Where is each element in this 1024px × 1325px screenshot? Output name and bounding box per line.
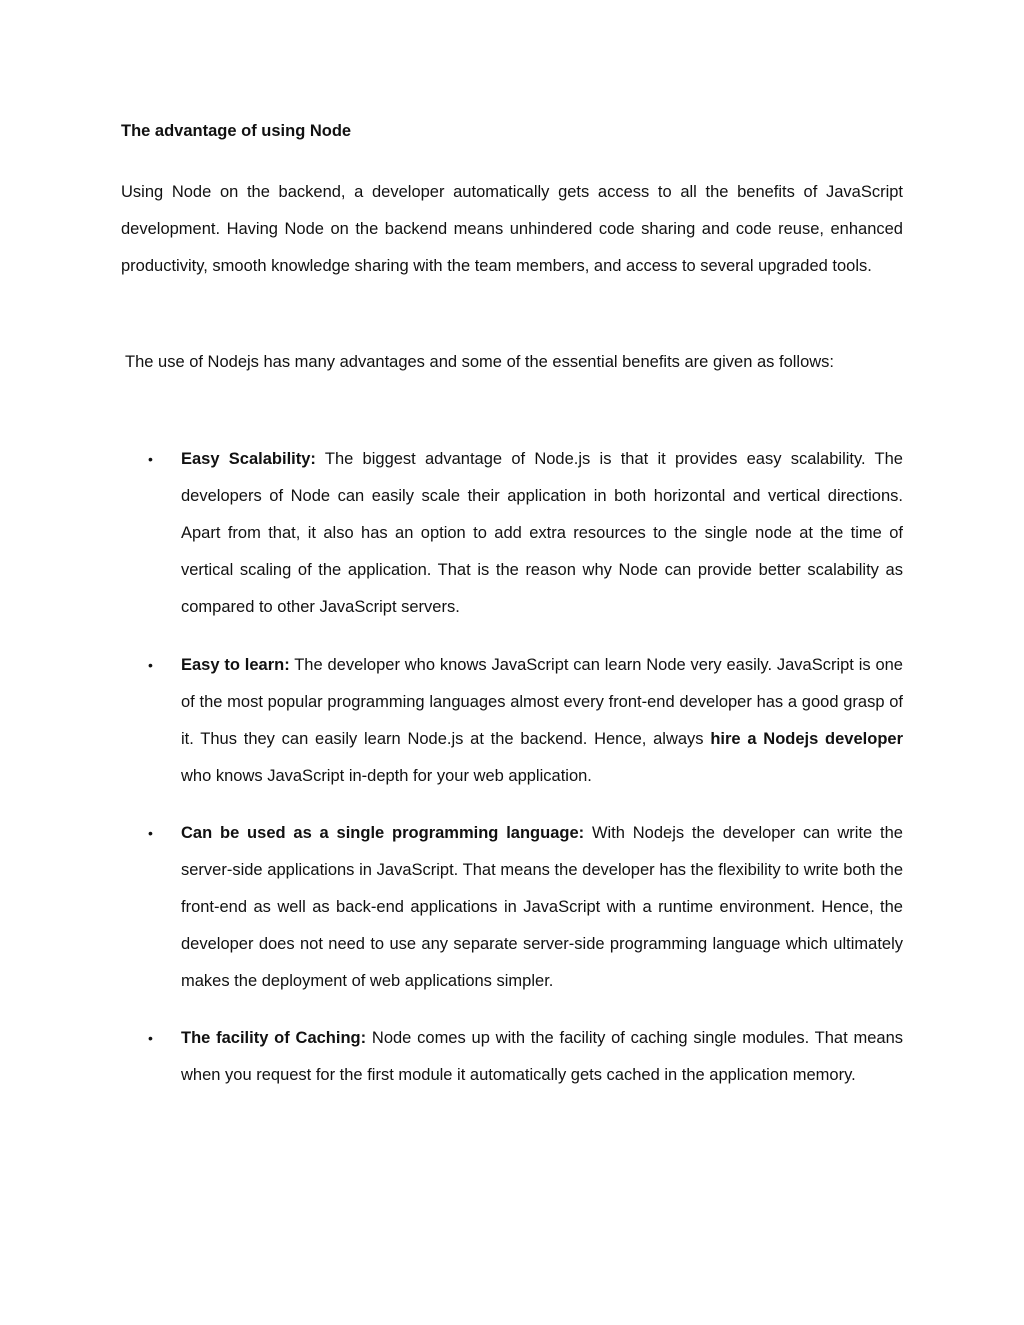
list-item-title: The facility of Caching: [181, 1029, 367, 1047]
list-item-text: Node comes up with the facility of caching single modules. That means when you request for the first module it automatically gets cached in the application memory. [181, 1029, 903, 1084]
benefits-intro-paragraph: The use of Nodejs has many advantages and some of the essential benefits are given as follows: [125, 353, 835, 371]
bullet-icon: • [148, 451, 153, 467]
section-heading: The advantage of using Node [121, 122, 352, 140]
list-item-text: The developer who knows JavaScript can learn Node very easily. JavaScript is one of the most popular programming languages almost every front-end developer has a good grasp of it. Thus they can easily learn Node.js at the backend. Hence, always [181, 656, 903, 748]
list-item-single-language [121, 815, 903, 1000]
list-item-text: With Nodejs the developer can write the server-side applications in JavaScript. That means the developer has the flexibility to write both the front-end as well as back-end applications in JavaScript with a runtime environment. Hence, the developer does not need to use any separate server-side programming language which ultimately makes the deployment of web applications simpler. [181, 824, 903, 990]
list-item-easy-scalability [121, 441, 903, 626]
list-item-title: Can be used as a single programming language: [181, 824, 585, 842]
bullet-icon: • [148, 1030, 153, 1046]
list-item-text: The biggest advantage of Node.js is that it provides easy scalability. The developers of Node can easily scale their application in both horizontal and vertical directions. Apart from that, it also has an option to add extra resources to the single node at the time of vertical scaling of the application. That is the reason why Node can provide better scalability as compared to other JavaScript servers. [181, 450, 903, 616]
list-item-caching [121, 1020, 903, 1094]
list-item-easy-to-learn [121, 647, 903, 795]
list-item-text-end: who knows JavaScript in-depth for your web application. [181, 767, 592, 785]
bullet-icon: • [148, 657, 153, 673]
list-item-title: Easy Scalability: [181, 450, 316, 468]
bullet-icon: • [148, 825, 153, 841]
list-item-title: Easy to learn: [181, 656, 290, 674]
list-item-bold-phrase: hire a Nodejs developer [710, 730, 904, 748]
benefits-list [121, 441, 903, 1114]
intro-paragraph: Using Node on the backend, a developer automatically gets access to all the benefits of JavaScript development. Having Node on the backend means unhindered code sharing and code reuse, enhanced productivity, smooth knowledge sharing with the team members, and access to several upgraded tools. [121, 183, 903, 275]
